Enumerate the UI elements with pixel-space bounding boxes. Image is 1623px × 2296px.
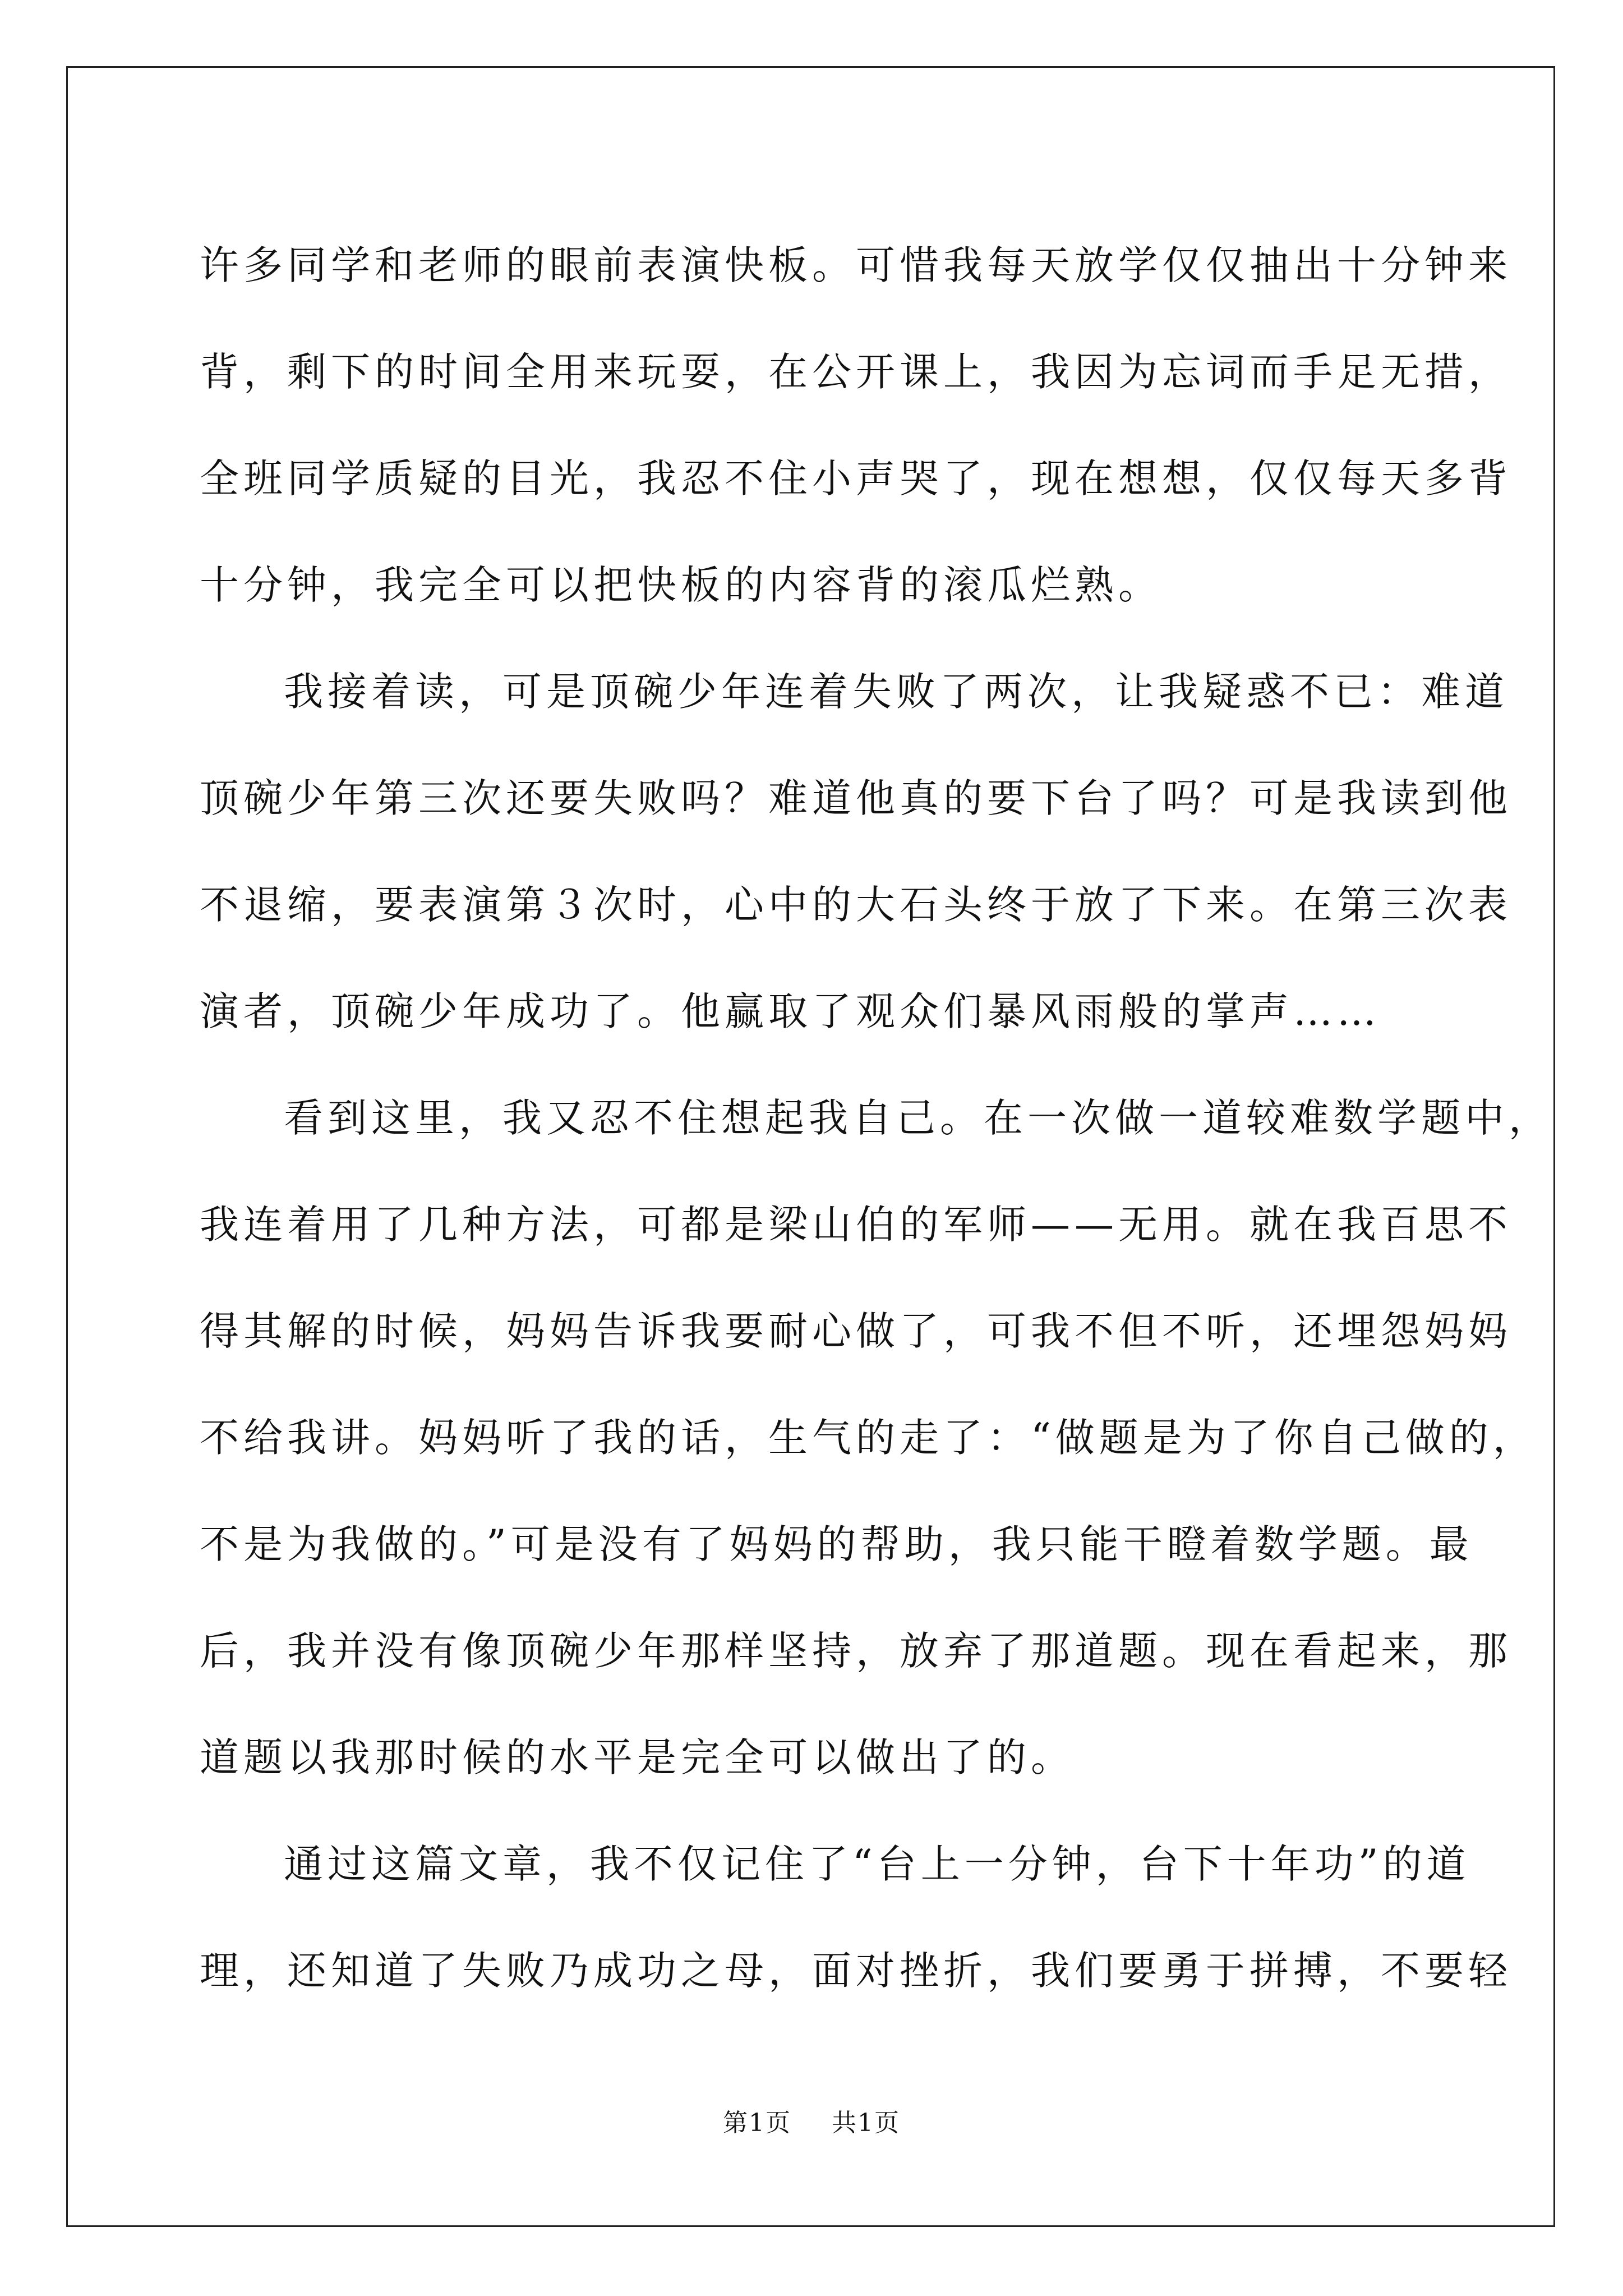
text-line: 许多同学和老师的眼前表演快板。可惜我每天放学仅仅抽出十分钟来: [200, 242, 1512, 288]
text-line: 全班同学质疑的目光，我忍不住小声哭了，现在想想，仅仅每天多背: [200, 455, 1512, 501]
text-line: 演者，顶碗少年成功了。他赢取了观众们暴风雨般的掌声……: [200, 988, 1381, 1034]
text-line: 不退缩，要表演第３次时，心中的大石头终于放了下来。在第三次表: [200, 882, 1512, 928]
text-line: 道题以我那时候的水平是完全可以做出了的。: [200, 1734, 1075, 1780]
text-line: 不是为我做的。”可是没有了妈妈的帮助，我只能干瞪着数学题。最: [200, 1521, 1473, 1567]
text-line: 通过这篇文章，我不仅记住了“台上一分钟，台下十年功”的道: [284, 1841, 1470, 1887]
text-line: 顶碗少年第三次还要失败吗？难道他真的要下台了吗？可是我读到他: [200, 775, 1512, 821]
text-line: 看到这里，我又忍不住想起我自己。在一次做一道较难数学题中，: [284, 1095, 1552, 1141]
text-line: 背，剩下的时间全用来玩耍，在公开课上，我因为忘词而手足无措，: [200, 349, 1512, 395]
text-line: 我接着读，可是顶碗少年连着失败了两次，让我疑惑不已：难道: [284, 669, 1509, 715]
page-number: 第1页: [723, 2109, 791, 2137]
text-line: 理，还知道了失败乃成功之母，面对挫折，我们要勇于拼搏，不要轻: [200, 1948, 1512, 1994]
page-footer: [0, 2102, 1623, 2138]
text-line: 得其解的时候，妈妈告诉我要耐心做了，可我不但不听，还埋怨妈妈: [200, 1308, 1512, 1354]
text-line: 我连着用了几种方法，可都是梁山伯的军师——无用。就在我百思不: [200, 1202, 1512, 1248]
page-total: 共1页: [832, 2109, 900, 2137]
text-line: 十分钟，我完全可以把快板的内容背的滚瓜烂熟。: [200, 562, 1162, 608]
text-line: 不给我讲。妈妈听了我的话，生气的走了：“做题是为了你自己做的，: [200, 1415, 1537, 1461]
document-body: [200, 212, 1552, 2024]
text-line: 后，我并没有像顶碗少年那样坚持，放弃了那道题。现在看起来，那: [200, 1628, 1512, 1674]
